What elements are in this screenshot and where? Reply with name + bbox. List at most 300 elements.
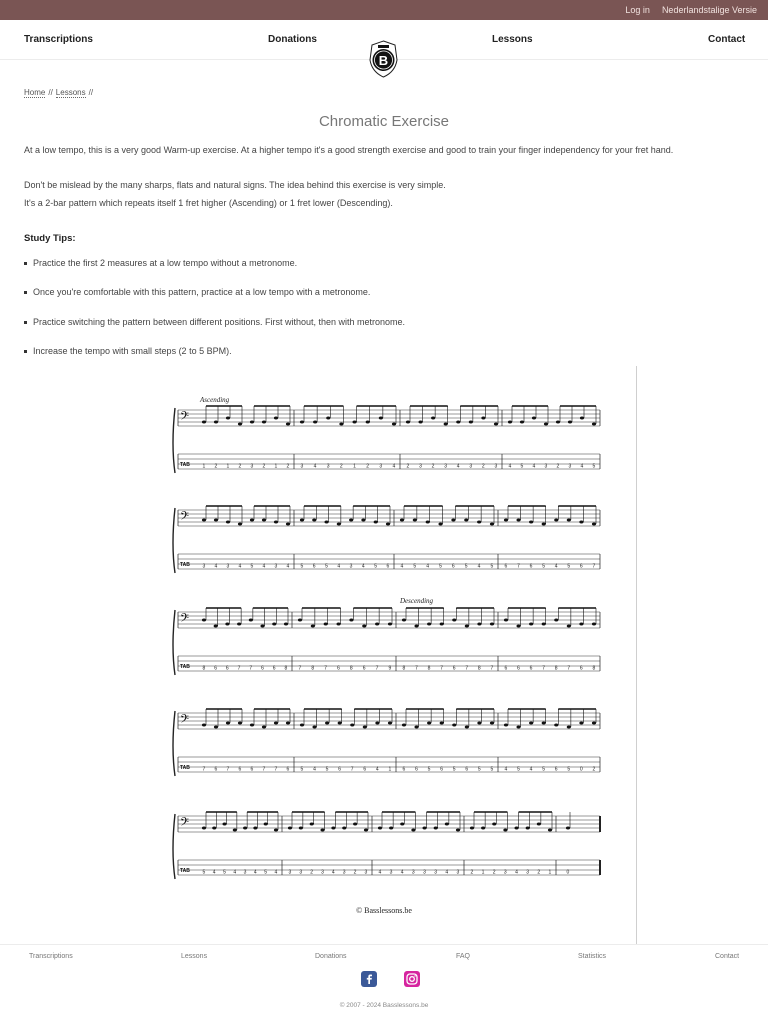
note-head	[238, 722, 242, 725]
study-tip	[24, 317, 405, 327]
tab-fret-number: 5	[542, 766, 545, 773]
tab-fret-number: 4	[529, 766, 533, 773]
tab-fret-number: 4	[337, 563, 341, 570]
copyright-text: © 2007 - 2024 Basslessons.be	[339, 1002, 429, 1009]
note-head	[288, 827, 292, 830]
note-head	[331, 827, 335, 830]
tab-fret-number: 2	[481, 463, 485, 470]
tab-fret-number: 4	[331, 869, 335, 876]
tab-fret-number: 1	[481, 869, 485, 876]
login-link[interactable]: Log in	[625, 5, 650, 15]
tab-fret-number: 3	[411, 869, 415, 876]
note-head	[202, 724, 206, 727]
tab-fret-number: 9	[388, 665, 392, 672]
tab-fret-number: 6	[452, 665, 456, 672]
study-tip	[24, 346, 232, 356]
note-head	[481, 417, 485, 420]
note-head	[544, 423, 548, 426]
tab-fret-number: 1	[274, 463, 278, 470]
bass-clef-symbol: 𝄢	[180, 713, 190, 729]
tab-fret-number: 7	[262, 766, 266, 773]
note-head	[250, 519, 254, 522]
note-head	[402, 619, 406, 622]
bullet	[24, 262, 27, 265]
tab-fret-number: 4	[554, 563, 558, 570]
tab-fret-number: 6	[272, 665, 276, 672]
tab-fret-number: 6	[579, 563, 583, 570]
tab-fret-number: 5	[542, 563, 545, 570]
note-head	[353, 823, 357, 826]
tab-fret-number: 4	[286, 563, 290, 570]
note-head	[542, 523, 546, 526]
dutch-version-link[interactable]: Nederlandstalige Versie	[661, 5, 757, 15]
study-tip-text: Practice the first 2 measures at a low tempo without a metronome.	[33, 258, 298, 268]
note-head	[579, 722, 583, 725]
note-head	[508, 421, 512, 424]
tab-fret-number: 5	[567, 766, 571, 773]
tab-fret-number: 6	[362, 665, 366, 672]
note-head	[568, 421, 572, 424]
note-head	[311, 625, 315, 628]
note-head	[264, 823, 268, 826]
note-head	[494, 423, 498, 426]
tab-fret-number: 5	[464, 563, 468, 570]
tab-fret-number: 6	[286, 766, 290, 773]
tab-fret-number: 4	[392, 463, 396, 470]
tab-clef-label: TAB	[180, 664, 190, 670]
note-head	[300, 421, 304, 424]
study-tips-heading: Study Tips:	[24, 233, 76, 244]
note-head	[342, 827, 346, 830]
tab-fret-number: 5	[592, 463, 596, 470]
note-head	[465, 726, 469, 729]
note-head	[400, 823, 404, 826]
tab-fret-number: 4	[212, 869, 216, 876]
system-bracket	[173, 814, 175, 879]
note-head	[260, 625, 264, 628]
tab-fret-number: 3	[503, 869, 507, 876]
note-head	[362, 625, 366, 628]
note-head	[284, 623, 288, 626]
system-bracket	[173, 711, 175, 776]
note-head	[349, 619, 353, 622]
note-head	[469, 421, 473, 424]
note-head	[400, 519, 404, 522]
tab-fret-number: 3	[423, 869, 426, 876]
tab-fret-number: 7	[415, 665, 418, 672]
note-head	[299, 827, 303, 830]
note-head	[434, 827, 438, 830]
note-head	[427, 623, 431, 626]
note-head	[388, 623, 392, 626]
tab-fret-number: 3	[299, 869, 303, 876]
tab-fret-number: 7	[226, 766, 230, 773]
tab-fret-number: 5	[520, 463, 524, 470]
note-head	[554, 619, 558, 622]
note-head	[440, 722, 444, 725]
tab-fret-number: 5	[517, 766, 520, 773]
tab-fret-number: 7	[375, 665, 379, 672]
tab-fret-number: 6	[214, 665, 217, 672]
note-head	[516, 726, 520, 729]
system-bracket	[173, 610, 175, 675]
note-head	[325, 722, 329, 725]
page-title: Chromatic Exercise	[318, 113, 450, 130]
note-head	[477, 722, 481, 725]
note-head	[324, 623, 328, 626]
tab-fret-number: 6	[579, 665, 583, 672]
note-head	[214, 726, 218, 729]
tab-fret-number: 6	[440, 766, 443, 773]
note-head	[592, 722, 596, 725]
note-head	[438, 523, 442, 526]
note-head	[212, 827, 216, 830]
tab-fret-number: 6	[386, 563, 390, 570]
tab-fret-number: 1	[202, 463, 206, 470]
note-head	[364, 829, 368, 832]
note-head	[431, 417, 435, 420]
study-tip-text: Practice switching the pattern between different positions. First without, then with metronome.	[33, 317, 406, 327]
note-head	[286, 523, 290, 526]
tab-fret-number: 7	[517, 563, 520, 570]
note-head	[378, 827, 382, 830]
tab-fret-number: 2	[214, 463, 218, 470]
top-utility-bar	[0, 0, 768, 20]
tab-fret-number: 6	[225, 665, 229, 672]
note-head	[262, 421, 266, 424]
note-head	[225, 623, 229, 626]
note-head	[349, 519, 353, 522]
note-head	[350, 724, 354, 727]
tab-fret-number: 0	[566, 869, 570, 876]
instagram-icon[interactable]	[404, 971, 420, 987]
note-head	[392, 423, 396, 426]
tab-fret-number: 4	[400, 869, 404, 876]
note-head	[250, 724, 254, 727]
tab-fret-number: 1	[353, 463, 356, 470]
note-head	[579, 521, 583, 524]
sheet-copyright: © Basslessons.be	[356, 906, 412, 915]
note-head	[492, 823, 496, 826]
tab-fret-number: 5	[477, 766, 481, 773]
tab-fret-number: 7	[237, 665, 241, 672]
tab-fret-number: 4	[361, 563, 365, 570]
note-head	[542, 722, 546, 725]
note-head	[414, 726, 418, 729]
tab-fret-number: 3	[568, 463, 572, 470]
tab-fret-number: 5	[567, 563, 571, 570]
breadcrumb-lessons[interactable]: Lessons	[55, 88, 86, 97]
note-head	[361, 519, 365, 522]
tab-fret-number: 1	[548, 869, 552, 876]
tab-fret-number: 3	[364, 869, 368, 876]
tab-clef-label: TAB	[180, 562, 190, 568]
tab-clef-label: TAB	[180, 462, 190, 468]
note-head	[490, 523, 494, 526]
note-head	[554, 519, 558, 522]
tab-fret-number: 3	[326, 463, 330, 470]
note-head	[237, 623, 241, 626]
tab-fret-number: 3	[419, 463, 422, 470]
note-head	[338, 722, 342, 725]
note-head	[202, 827, 206, 830]
tab-fret-number: 3	[456, 869, 460, 876]
note-head	[312, 726, 316, 729]
tab-fret-number: 8	[349, 665, 353, 672]
note-head	[445, 823, 449, 826]
tab-fret-number: 3	[434, 869, 437, 876]
note-head	[238, 423, 242, 426]
tab-fret-number: 6	[338, 766, 341, 773]
tab-fret-number: 2	[470, 869, 474, 876]
footer	[0, 944, 768, 1024]
tab-fret-number: 2	[286, 463, 290, 470]
tab-fret-number: 2	[537, 869, 541, 876]
note-head	[310, 823, 314, 826]
note-head	[249, 619, 253, 622]
tab-fret-number: 3	[379, 463, 383, 470]
tab-fret-number: 5	[202, 869, 206, 876]
sheet-music-image	[168, 388, 608, 923]
note-head	[456, 829, 460, 832]
logo-letter: B	[378, 53, 389, 68]
note-head	[375, 722, 379, 725]
note-head	[388, 722, 392, 725]
note-head	[243, 827, 247, 830]
tab-fret-number: 7	[465, 665, 469, 672]
bullet	[24, 350, 27, 353]
note-head	[379, 417, 383, 420]
tab-fret-number: 7	[202, 766, 206, 773]
tab-fret-number: 7	[324, 665, 327, 672]
tab-fret-number: 3	[349, 563, 353, 570]
tab-fret-number: 3	[494, 463, 498, 470]
note-head	[440, 623, 444, 626]
tab-fret-number: 4	[445, 869, 449, 876]
note-head	[262, 726, 266, 729]
note-head	[452, 619, 456, 622]
nav-donations[interactable]: Donations	[268, 34, 317, 45]
note-head	[456, 421, 460, 424]
note-head	[529, 722, 533, 725]
note-head	[214, 519, 218, 522]
note-head	[312, 519, 316, 522]
note-head	[520, 421, 524, 424]
tab-fret-number: 3	[288, 869, 292, 876]
tab-fret-number: 4	[532, 463, 536, 470]
ascending-label: Ascending	[200, 396, 230, 404]
breadcrumb	[24, 88, 93, 98]
note-head	[298, 619, 302, 622]
note-head	[411, 829, 415, 832]
tab-fret-number: 4	[313, 766, 316, 773]
note-head	[504, 519, 508, 522]
study-tip	[24, 258, 297, 268]
footer-link-donations[interactable]: Donations	[315, 953, 347, 960]
tab-fret-number: 1	[226, 463, 230, 470]
nav-transcriptions[interactable]: Transcriptions	[24, 34, 93, 45]
note-head	[352, 421, 356, 424]
footer-link-statistics[interactable]: Statistics	[578, 953, 607, 960]
note-head	[503, 829, 507, 832]
note-head	[592, 523, 596, 526]
tab-fret-number: 0	[579, 766, 583, 773]
tab-fret-number: 7	[592, 563, 596, 570]
note-head	[514, 827, 518, 830]
tab-fret-number: 4	[504, 766, 508, 773]
note-head	[452, 724, 456, 727]
nav-lessons[interactable]: Lessons	[492, 34, 533, 45]
note-head	[422, 827, 426, 830]
footer-link-contact[interactable]: Contact	[715, 953, 740, 960]
note-head	[567, 519, 571, 522]
system-bracket	[173, 408, 175, 473]
note-head	[554, 724, 558, 727]
note-head	[579, 623, 583, 626]
tab-fret-number: 3	[202, 563, 206, 570]
tab-fret-number: 3	[274, 563, 278, 570]
note-head	[477, 521, 481, 524]
note-head	[413, 519, 417, 522]
tab-fret-number: 3	[250, 463, 254, 470]
tab-fret-number: 4	[426, 563, 429, 570]
note-head	[202, 619, 206, 622]
note-head	[477, 623, 481, 626]
tab-fret-number: 6	[554, 766, 558, 773]
tab-fret-number: 4	[253, 869, 257, 876]
note-head	[567, 625, 571, 628]
tab-fret-number: 2	[262, 463, 266, 470]
note-head	[336, 623, 340, 626]
note-head	[214, 421, 218, 424]
note-head	[548, 829, 552, 832]
tab-fret-number: 6	[451, 563, 455, 570]
note-head	[526, 827, 530, 830]
note-head	[470, 827, 474, 830]
note-head	[504, 619, 508, 622]
tab-fret-number: 2	[366, 463, 369, 470]
tab-fret-number: 6	[337, 665, 340, 672]
note-head	[326, 417, 330, 420]
tab-fret-number: 5	[250, 563, 254, 570]
tab-fret-number: 3	[526, 869, 529, 876]
note-head	[414, 625, 418, 628]
tab-fret-number: 7	[490, 665, 494, 672]
facebook-icon[interactable]	[361, 971, 377, 987]
tab-fret-number: 6	[504, 665, 508, 672]
content-divider	[636, 366, 637, 944]
note-head	[542, 623, 546, 626]
tab-fret-number: 6	[517, 665, 520, 672]
tab-fret-number: 5	[490, 766, 494, 773]
note-head	[324, 521, 328, 524]
footer-link-faq[interactable]: FAQ	[456, 953, 471, 960]
tab-fret-number: 3	[469, 463, 473, 470]
tab-fret-number: 3	[544, 463, 548, 470]
note-head	[274, 829, 278, 832]
tab-fret-number: 8	[592, 665, 596, 672]
tab-fret-number: 2	[238, 463, 242, 470]
note-head	[529, 521, 533, 524]
note-head	[406, 421, 410, 424]
note-head	[566, 827, 570, 830]
bullet	[24, 291, 27, 294]
note-head	[339, 423, 343, 426]
note-head	[567, 726, 571, 729]
tab-fret-number: 6	[465, 766, 469, 773]
note-head	[286, 722, 290, 725]
system-bracket	[173, 508, 175, 573]
tab-fret-number: 5	[325, 766, 329, 773]
footer-link-lessons[interactable]: Lessons	[181, 953, 208, 960]
tab-fret-number: 8	[311, 665, 315, 672]
tab-fret-number: 3	[300, 463, 304, 470]
tab-fret-number: 3	[389, 869, 393, 876]
tab-fret-number: 7	[542, 665, 545, 672]
tab-fret-number: 8	[402, 665, 406, 672]
tab-fret-number: 4	[515, 869, 518, 876]
note-head	[226, 722, 230, 725]
tab-fret-number: 4	[262, 563, 266, 570]
intro-paragraph: At a low tempo, this is a very good Warm-up exercise. At a higher tempo it's a good strength exercise and good to train your finger independency for your fret hand.	[24, 145, 674, 155]
note-head	[490, 623, 494, 626]
note-head	[516, 519, 520, 522]
tab-fret-number: 4	[233, 869, 237, 876]
tab-fret-number: 4	[274, 869, 278, 876]
study-tip	[24, 287, 370, 297]
nav-contact[interactable]: Contact	[708, 34, 746, 45]
note-head	[366, 421, 370, 424]
tab-fret-number: 7	[274, 766, 278, 773]
footer-link-transcriptions[interactable]: Transcriptions	[29, 953, 73, 960]
music-systems	[173, 406, 600, 879]
tab-fret-number: 7	[298, 665, 302, 672]
tab-fret-number: 4	[400, 563, 404, 570]
tab-fret-number: 2	[406, 463, 410, 470]
tab-fret-number: 2	[353, 869, 357, 876]
note-head	[418, 421, 422, 424]
site-logo[interactable]	[368, 40, 399, 78]
tab-fret-number: 4	[375, 766, 379, 773]
tab-fret-number: 7	[350, 766, 354, 773]
note-head	[272, 623, 276, 626]
note-head	[320, 829, 324, 832]
tab-fret-number: 3	[226, 563, 230, 570]
note-head	[427, 722, 431, 725]
note-head	[214, 625, 218, 628]
tab-fret-number: 3	[444, 463, 447, 470]
tab-fret-number: 2	[556, 463, 560, 470]
breadcrumb-home[interactable]: Home	[24, 88, 46, 97]
tab-clef-label: TAB	[180, 868, 190, 874]
note-head	[402, 724, 406, 727]
tab-fret-number: 4	[214, 563, 218, 570]
breadcrumb-separator: //	[88, 88, 94, 97]
study-tip-text: Increase the tempo with small steps (2 to 5 BPM).	[33, 346, 232, 356]
note-head	[250, 421, 254, 424]
tab-fret-number: 5	[427, 766, 431, 773]
tab-fret-number: 2	[592, 766, 596, 773]
tab-fret-number: 5	[223, 869, 226, 876]
bass-clef-symbol: 𝄢	[180, 612, 190, 628]
note-head	[313, 421, 317, 424]
tab-fret-number: 7	[440, 665, 443, 672]
tab-fret-number: 4	[477, 563, 481, 570]
tab-fret-number: 6	[238, 766, 242, 773]
note-head	[262, 519, 266, 522]
explanation-line-2: It's a 2-bar pattern which repeats itself 1 fret higher (Ascending) or 1 fret lower (Descending).	[24, 198, 393, 208]
tab-clef-label: TAB	[180, 765, 190, 771]
